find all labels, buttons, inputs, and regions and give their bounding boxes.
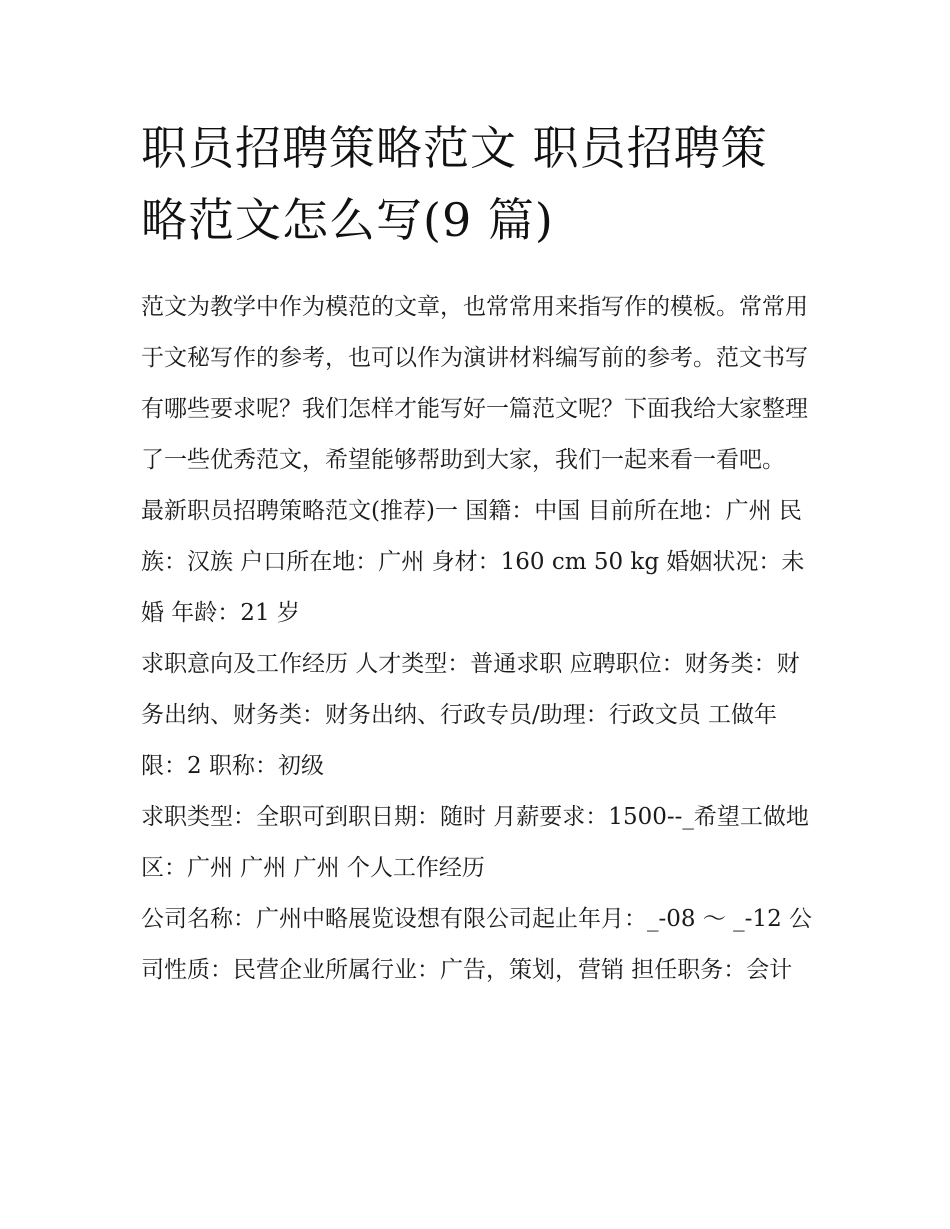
document-page: [141, 112, 813, 996]
company-info-paragraph: 公司名称：广州中略展览设想有限公司起止年月：_-08 ～ _-12 公司性质：民营企业所属行业：广告，策划，营销 担任职务：会计: [141, 906, 813, 983]
intro-paragraph: 范文为教学中作为模范的文章，也常常用来指写作的模板。常常用于文秘写作的参考，也可以作为演讲材料编写前的参考。范文书写有哪些要求呢？我们怎样才能写好一篇范文呢？下面我给大家整理了一些优秀范文，希望能够帮助到大家，我们一起来看一看吧。: [141, 294, 808, 473]
document-body: [141, 282, 813, 996]
job-intention-paragraph: 求职意向及工作经历 人才类型：普通求职 应聘职位：财务类：财务出纳、财务类：财务出纳、行政专员/助理：行政文员 工做年限：2 职称：初级: [141, 651, 800, 779]
document-title: 职员招聘策略范文 职员招聘策略范文怎么写(9 篇): [141, 121, 768, 247]
personal-info-paragraph: 最新职员招聘策略范文(推荐)一 国籍：中国 目前所在地：广州 民族：汉族 户口所在地：广州 身材：160 cm 50 kg 婚姻状况：未婚 年龄：21 岁: [141, 498, 805, 626]
job-type-paragraph: 求职类型：全职可到职日期：随时 月薪要求：1500--_希望工做地区：广州 广州 广州 个人工作经历: [141, 804, 809, 881]
